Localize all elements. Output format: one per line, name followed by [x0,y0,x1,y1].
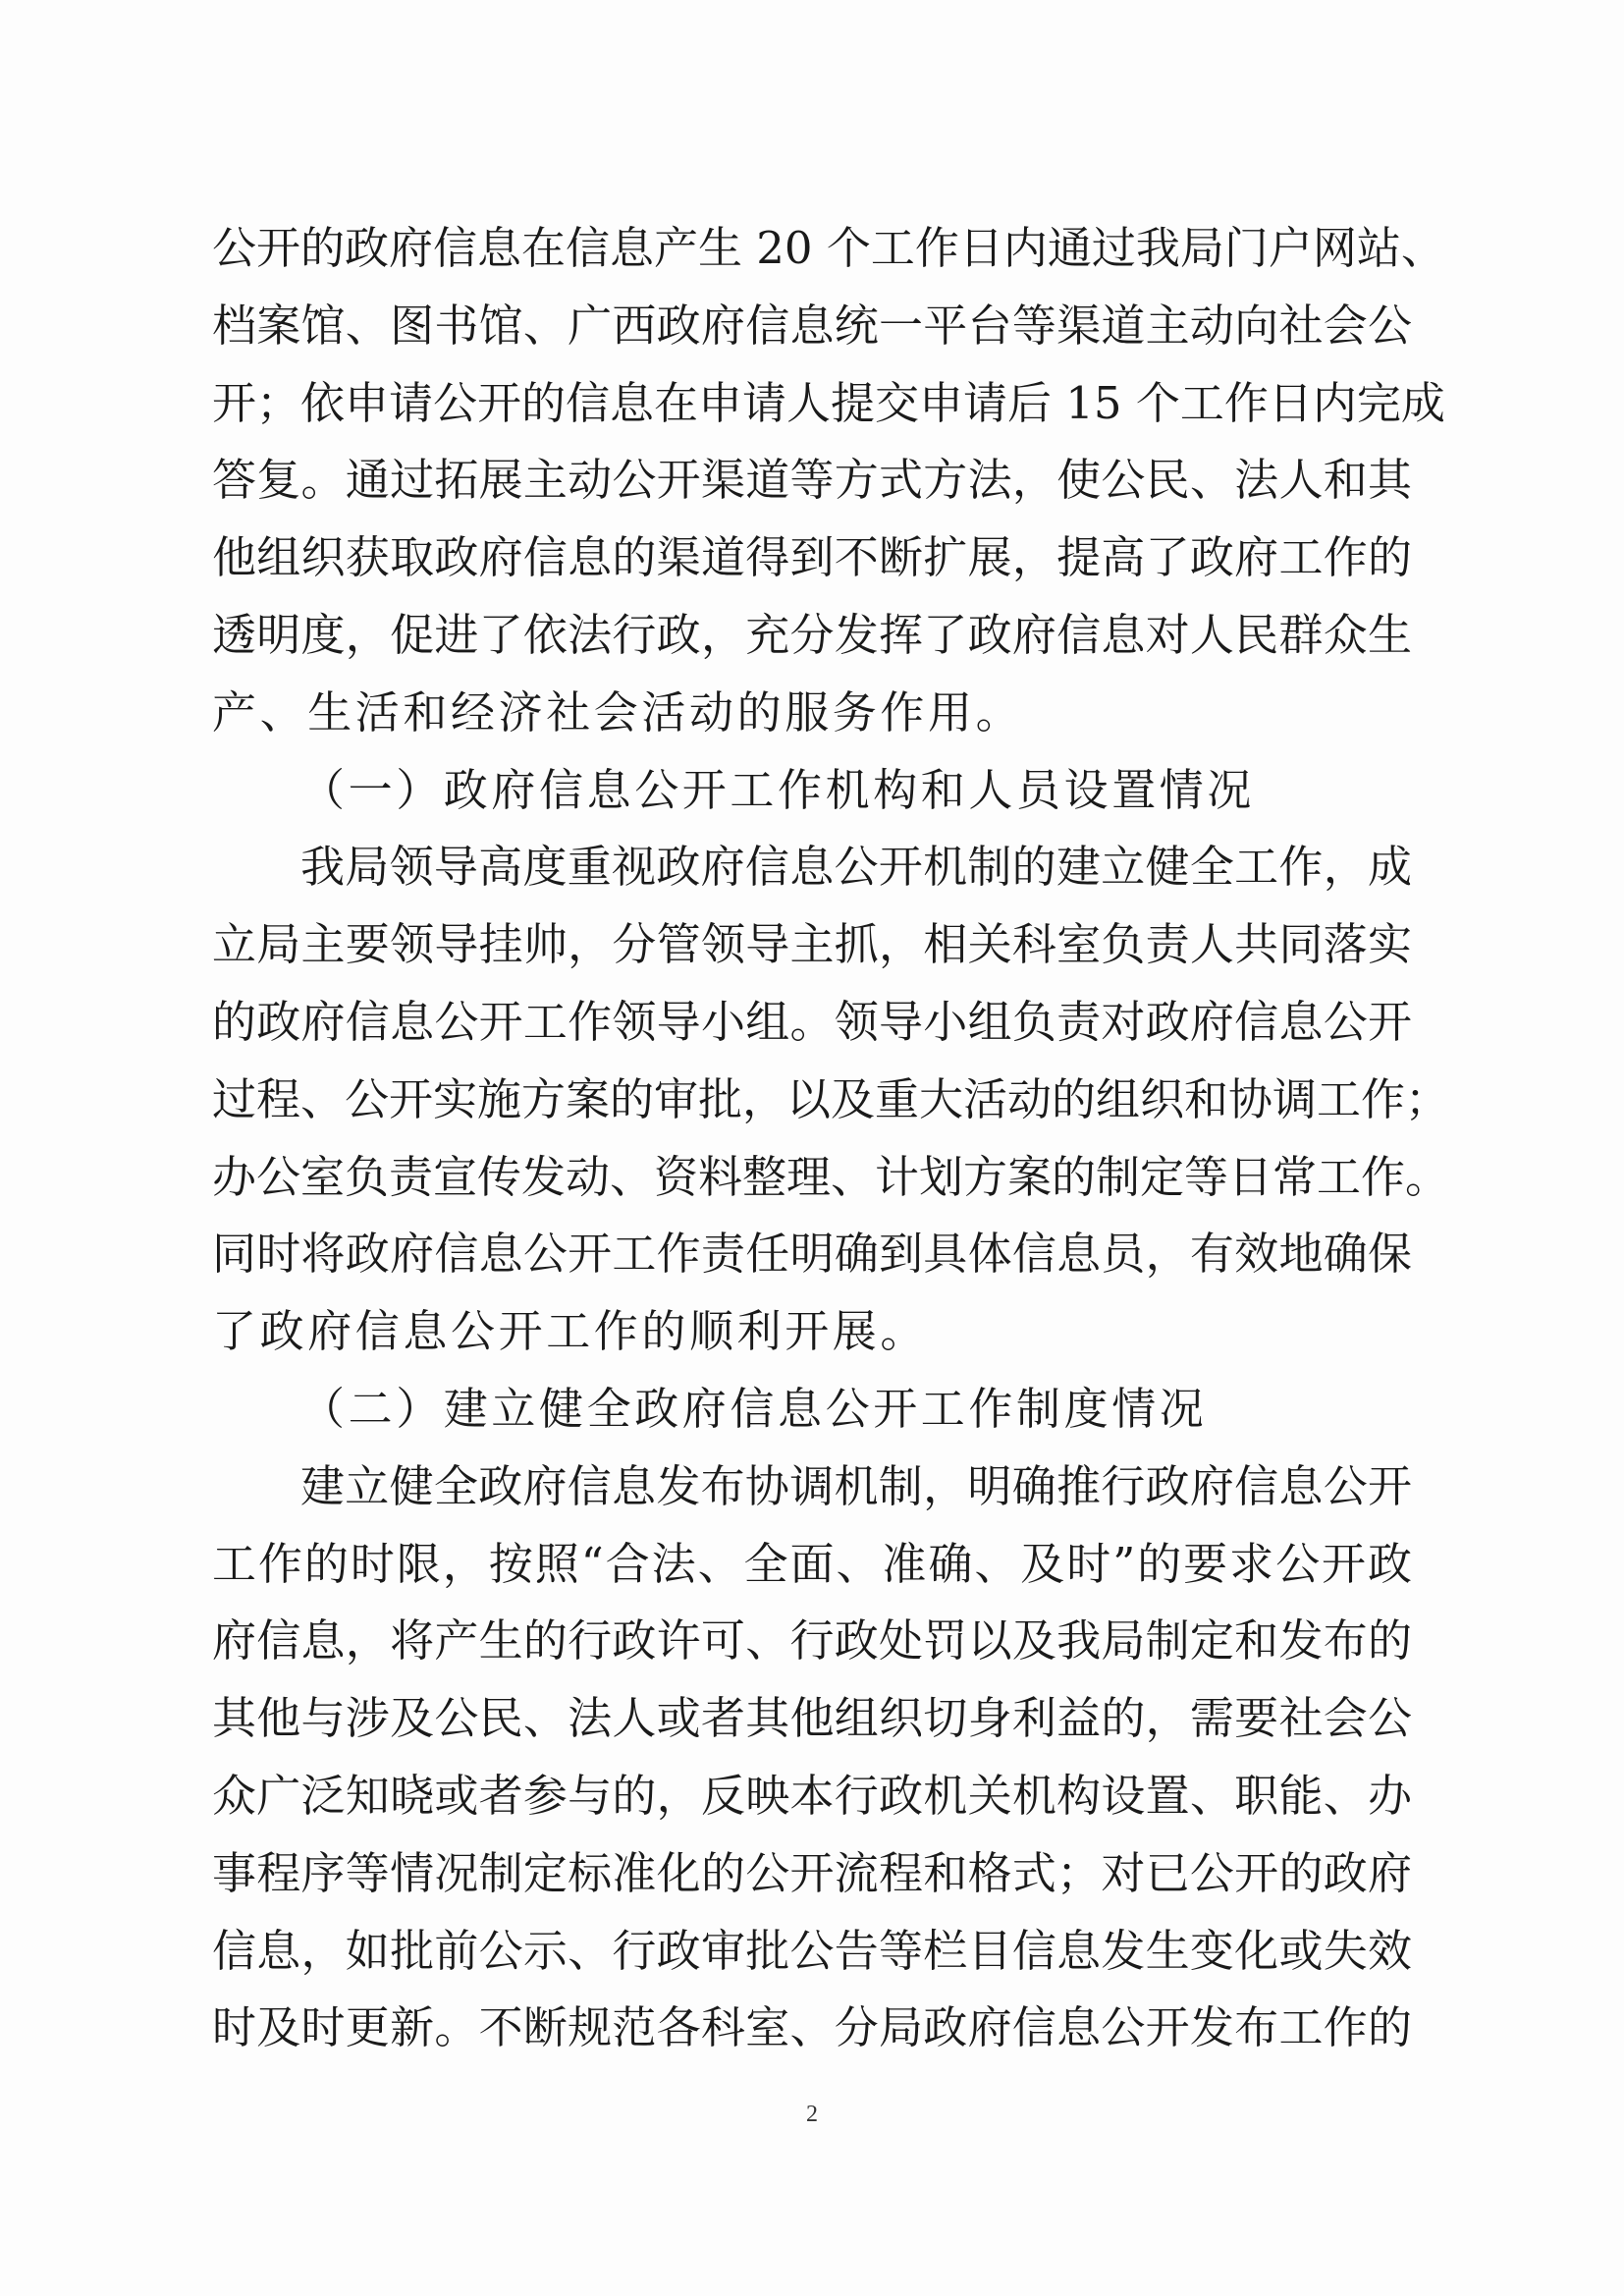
paragraph-line: 其他与涉及公民、法人或者其他组织切身利益的，需要社会公 [212,1692,1412,1745]
paragraph-line: 建立健全政府信息发布协调机制，明确推行政府信息公开 [300,1459,1412,1512]
section-heading: （二）建立健全政府信息公开工作制度情况 [300,1382,1208,1435]
document-body [212,210,1450,2067]
paragraph-line: 办公室负责宣传发动、资料整理、计划方案的制定等日常工作。 [212,1150,1450,1203]
paragraph-line: 他组织获取政府信息的渠道得到不断扩展，提高了政府工作的 [212,531,1412,584]
paragraph-line: 了政府信息公开工作的顺利开展。 [212,1305,929,1358]
paragraph-line: 的政府信息公开工作领导小组。领导小组负责对政府信息公开 [212,995,1412,1048]
paragraph-line: 答复。通过拓展主动公开渠道等方式方法，使公民、法人和其 [212,454,1412,507]
paragraph-line: 事程序等情况制定标准化的公开流程和格式；对已公开的政府 [212,1846,1412,1899]
paragraph-line: 同时将政府信息公开工作责任明确到具体信息员，有效地确保 [212,1228,1412,1281]
section-heading: （一）政府信息公开工作机构和人员设置情况 [300,763,1256,816]
paragraph-line: 公开的政府信息在信息产生 20 个工作日内通过我局门户网站、 [212,222,1445,274]
page-number: 2 [806,2102,818,2127]
paragraph-line: 立局主要领导挂帅，分管领导主抓，相关科室负责人共同落实 [212,918,1412,971]
paragraph-line: 信息，如批前公示、行政审批公告等栏目信息发生变化或失效 [212,1924,1412,1977]
paragraph-line: 时及时更新。不断规范各科室、分局政府信息公开发布工作的 [212,2001,1412,2054]
paragraph-line: 产、生活和经济社会活动的服务作用。 [212,685,1024,738]
paragraph-line: 开；依申请公开的信息在申请人提交申请后 15 个工作日内完成 [212,376,1445,429]
paragraph-line: 众广泛知晓或者参与的，反映本行政机关机构设置、职能、办 [212,1769,1412,1822]
paragraph-line: 过程、公开实施方案的审批，以及重大活动的组织和协调工作； [212,1072,1450,1125]
paragraph-line: 工作的时限，按照“合法、全面、准确、及时”的要求公开政 [212,1537,1412,1590]
paragraph-line: 我局领导高度重视政府信息公开机制的建立健全工作，成 [300,841,1412,894]
paragraph-line: 档案馆、图书馆、广西政府信息统一平台等渠道主动向社会公 [212,299,1412,352]
paragraph-line: 透明度，促进了依法行政，充分发挥了政府信息对人民群众生 [212,608,1412,661]
paragraph-line: 府信息，将产生的行政许可、行政处罚以及我局制定和发布的 [212,1614,1412,1667]
